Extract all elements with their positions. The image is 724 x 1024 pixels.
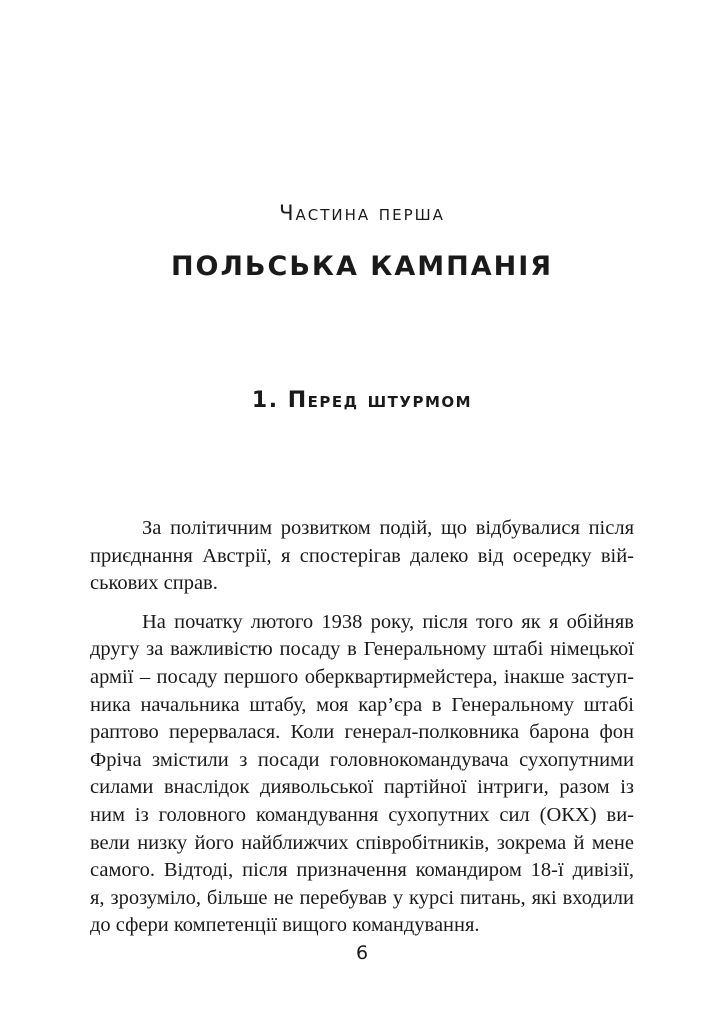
text-line: Фріча змістили з посади головнокомандувача сухопутними bbox=[90, 748, 634, 771]
chapter-title: 1. Перед штурмом bbox=[251, 388, 473, 413]
text-line: до сфери компетенції вищого командування. bbox=[90, 914, 480, 937]
paragraph bbox=[90, 515, 634, 598]
text-line: ськових справ. bbox=[90, 572, 218, 595]
text-line: ним із головного командування сухопутних сил (ОКХ) ви- bbox=[90, 803, 634, 826]
part-title: ПОЛЬСЬКА КАМПАНІЯ bbox=[170, 251, 554, 282]
text-line: силами внаслідок диявольської партійної інтриги, разом із bbox=[90, 776, 634, 799]
page-number: 6 bbox=[355, 942, 369, 964]
text-line: На початку лютого 1938 року, після того як я обійняв bbox=[142, 610, 634, 633]
text-line: армії – посаду першого оберквартирмейстера, інакше заступ- bbox=[90, 665, 634, 688]
text-line: За політичним розвитком подій, що відбувалися після bbox=[142, 517, 634, 539]
text-line: ника начальника штабу, моя кар’єра в Генеральному штабі bbox=[90, 693, 634, 716]
part-label: Частина перша bbox=[279, 201, 445, 225]
text-line: другу за важливістю посаду в Генеральному штабі німецької bbox=[90, 638, 634, 661]
text-line: приєднання Австрії, я спостерігав далеко від осередку вій- bbox=[90, 544, 634, 567]
text-line: раптово перервалася. Коли генерал-полковника барона фон bbox=[90, 721, 634, 744]
text-line: самого. Відтоді, після призначення командиром 18-ї дивізії, bbox=[90, 859, 634, 882]
body-text bbox=[90, 515, 634, 951]
text-line: я, зрозуміло, більше не перебував у курсі питань, які входили bbox=[90, 886, 634, 909]
paragraph bbox=[90, 609, 634, 940]
text-line: вели низку його найближчих співробітників, зокрема й мене bbox=[90, 831, 634, 854]
